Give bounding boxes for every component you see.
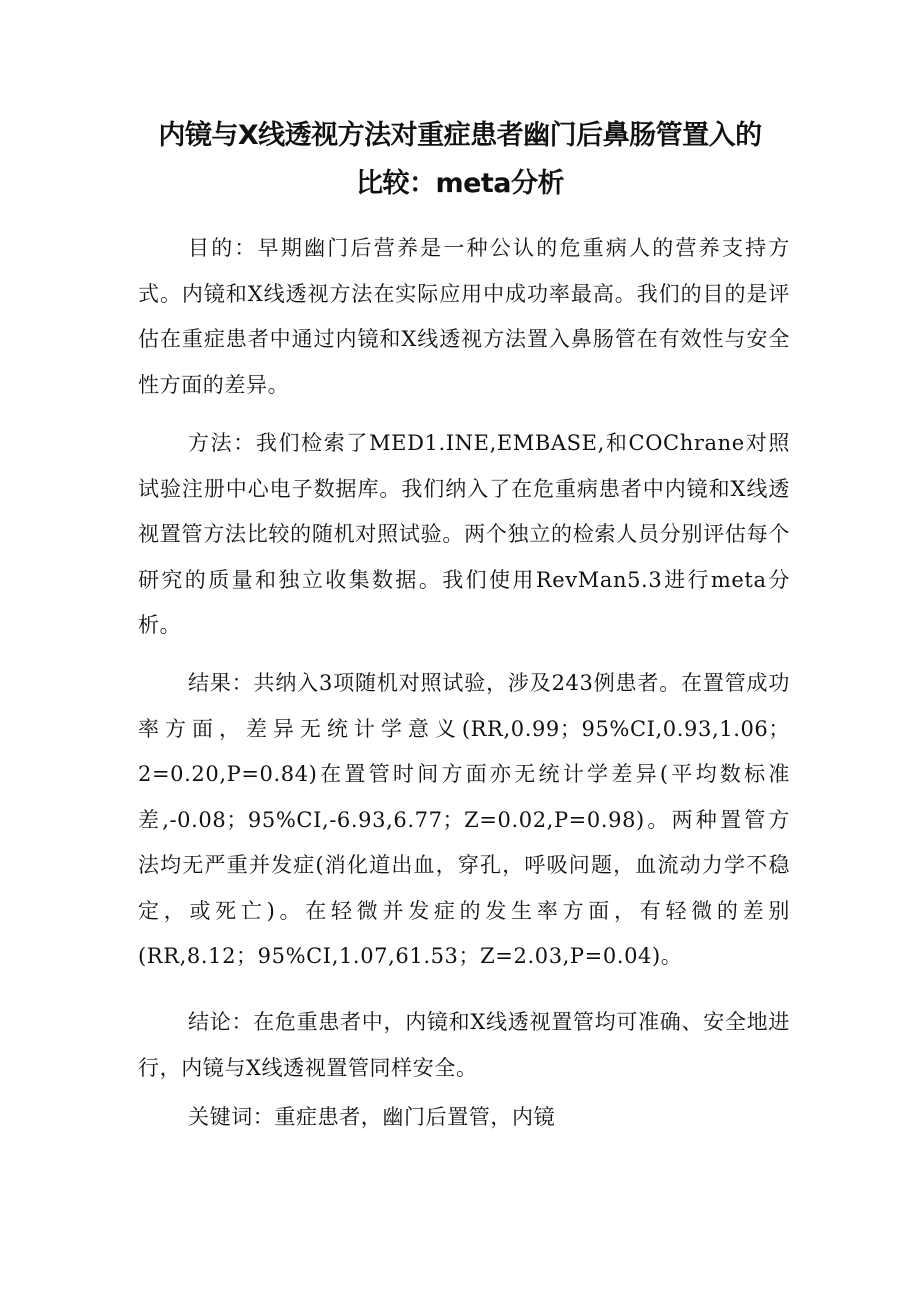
- title-line-2: 比较：meta分析: [355, 168, 565, 199]
- methods-paragraph: 方法：我们检索了MED1.INE,EMBASE,和COChrane对照试验注册中心电子数据库。我们纳入了在危重病患者中内镜和X线透视置管方法比较的随机对照试验。两个独立的检索人员分别评估每个研究的质量和独立收集数据。我们使用RevMan5.3进行meta分析。: [138, 431, 790, 637]
- title-line-1: 内镜与X线透视方法对重症患者幽门后鼻肠管置入的: [158, 120, 762, 151]
- objective-paragraph: 目的：早期幽门后营养是一种公认的危重病人的营养支持方式。内镜和X线透视方法在实际应用中成功率最高。我们的目的是评估在重症患者中通过内镜和X线透视方法置入鼻肠管在有效性与安全性方面的差异。: [138, 236, 790, 397]
- conclusion-paragraph: 结论：在危重患者中，内镜和X线透视置管均可准确、安全地进行，内镜与X线透视置管同样安全。: [138, 1010, 790, 1080]
- results-paragraph: 结果：共纳入3项随机对照试验，涉及243例患者。在置管成功率方面，差异无统计学意义(RR,0.99；95%CI,0.93,1.06；2=0.20,P=0.84)在置管时间方面亦无统计学差异(平均数标准差,-0.08；95%CI,-6.93,6.77；Z=0.02,P=0.98)。两种置管方法均无严重并发症(消化道出血，穿孔，呼吸问题，血流动力学不稳定，或死亡)。在轻微并发症的发生率方面，有轻微的差别(RR,8.12；95%CI,1.07,61.53；Z=2.03,P=0.04)。: [138, 671, 790, 968]
- keywords-paragraph: 关键词：重症患者，幽门后置管，内镜: [188, 1105, 556, 1129]
